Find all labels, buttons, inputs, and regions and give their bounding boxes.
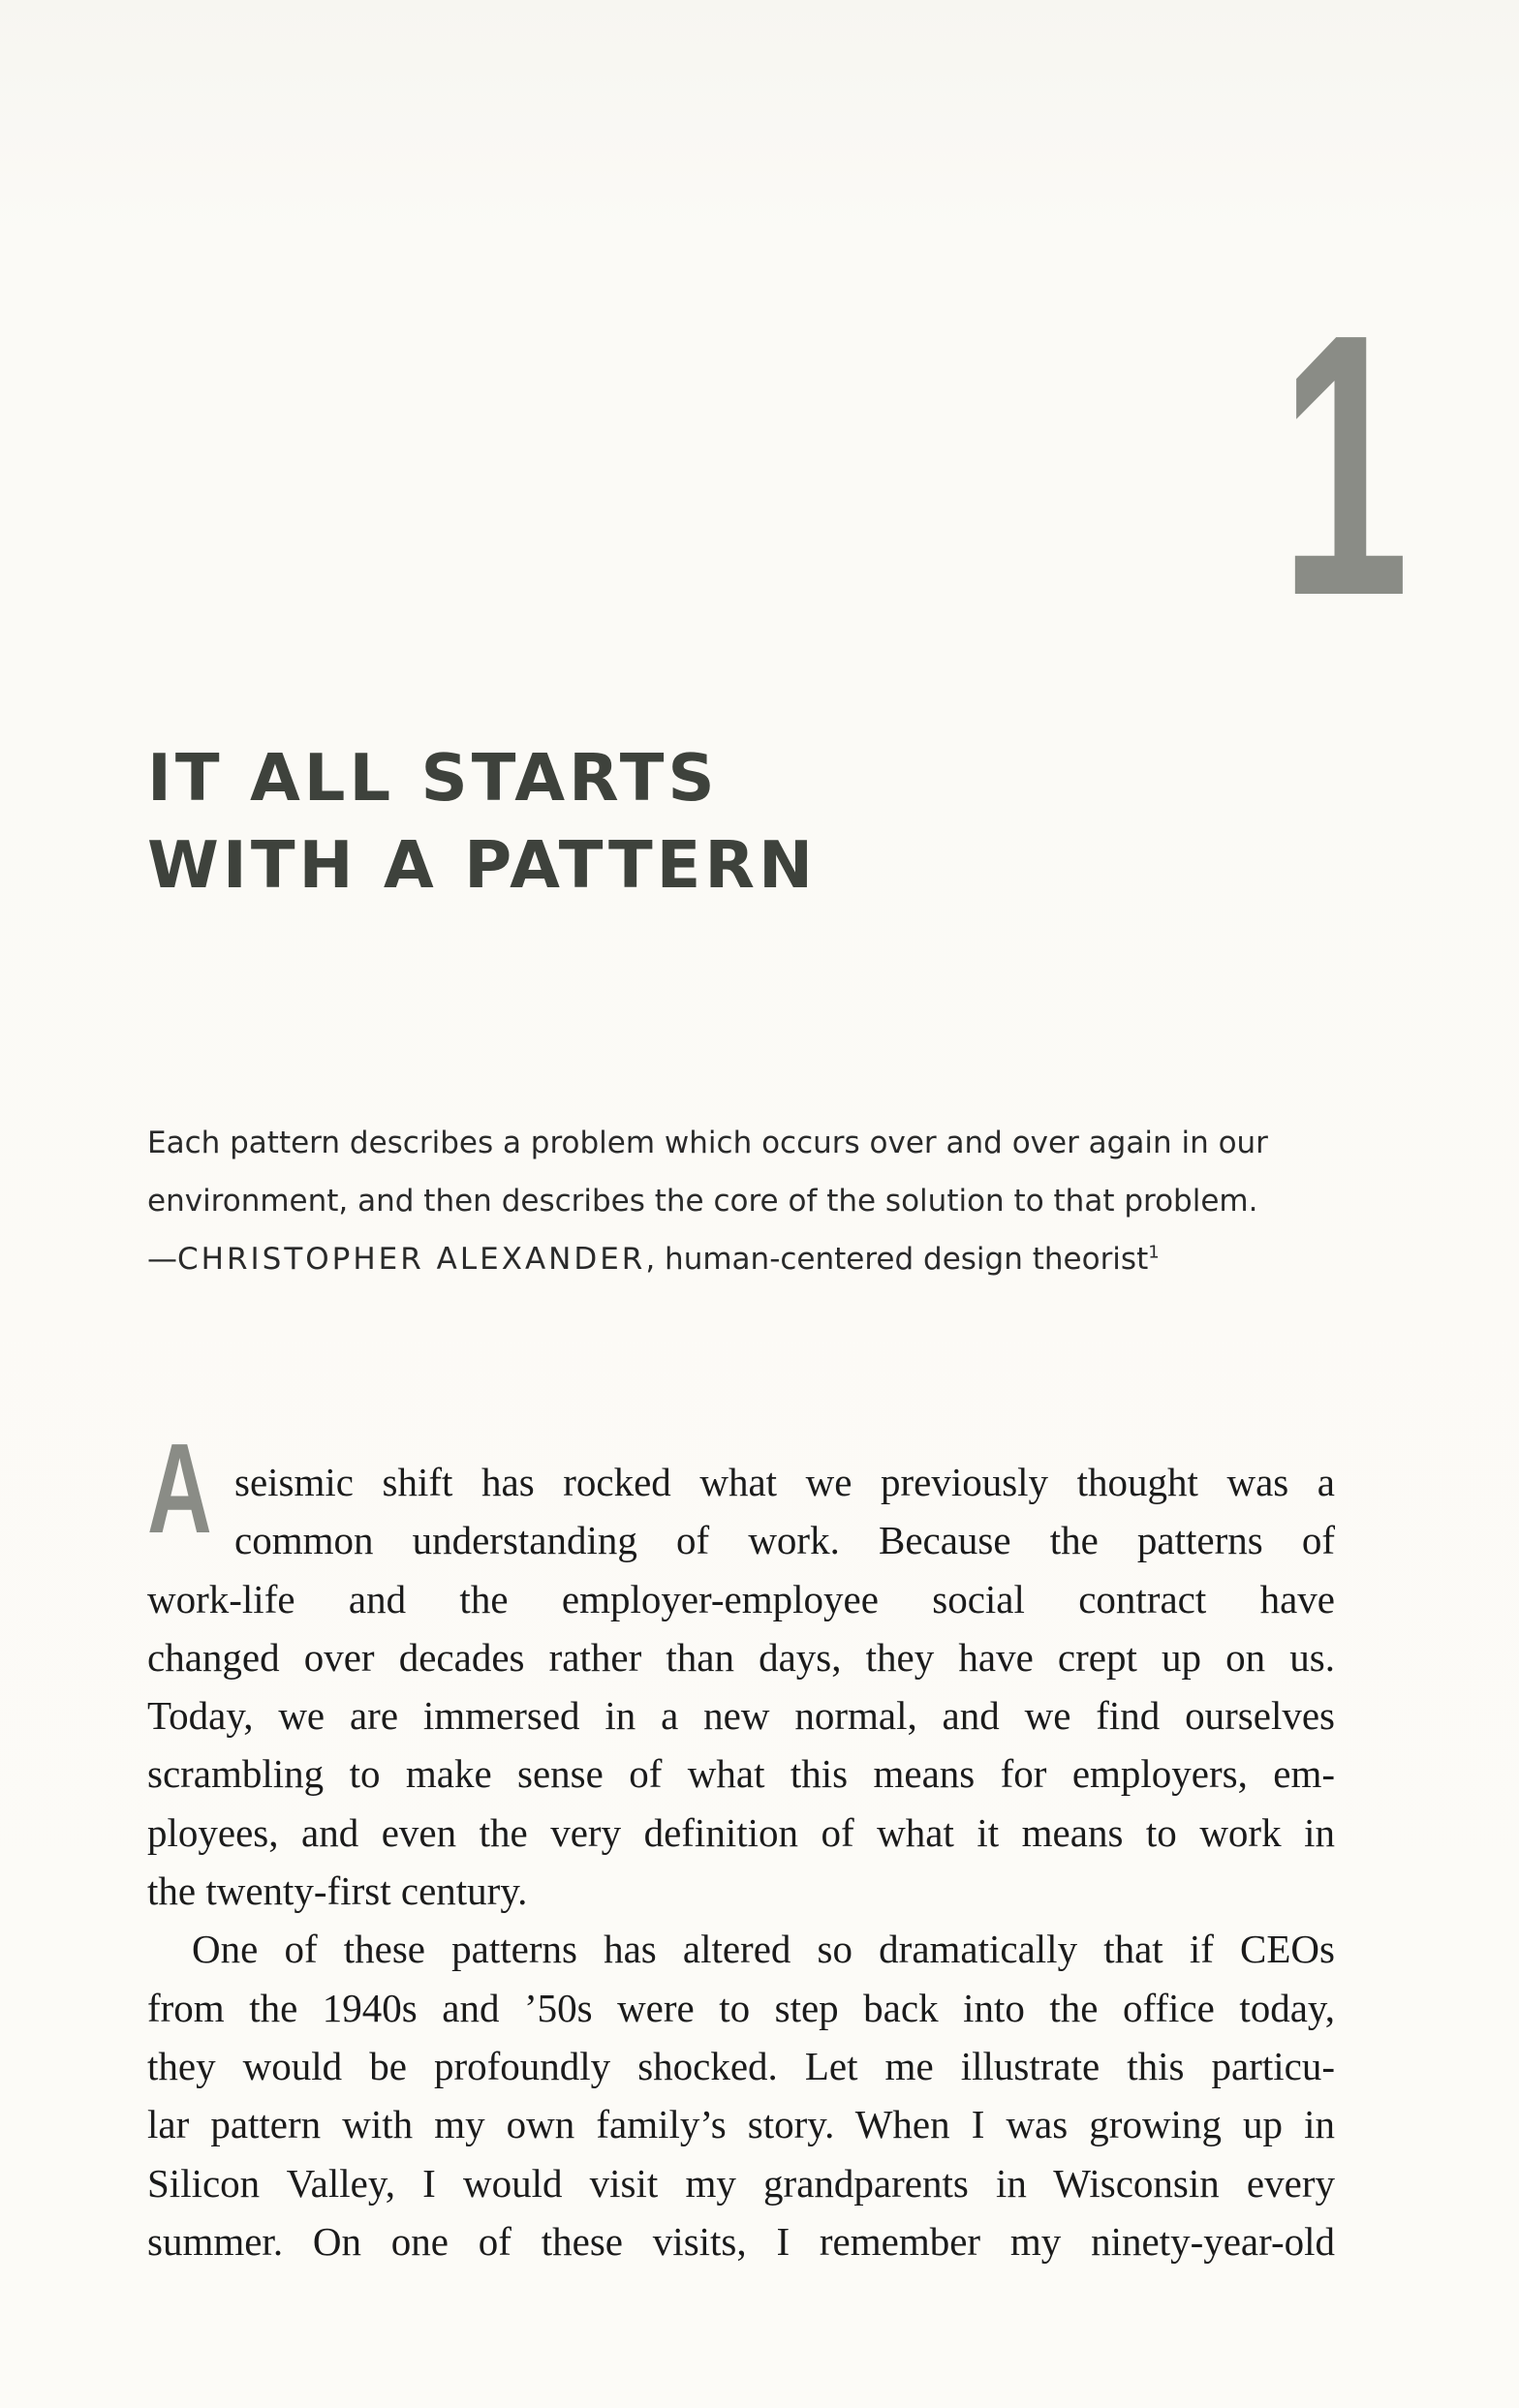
chapter-title-line-1: IT ALL STARTS [147, 740, 719, 816]
paragraph-line: summer. On one of these visits, I remember my ninety-year-old [147, 2218, 1335, 2264]
body-text [147, 1453, 1335, 2270]
paragraph-line: lar pattern with my own family’s story. When I was growing up in [147, 2102, 1335, 2147]
paragraph-1 [147, 1453, 1335, 1920]
footnote-marker: 1 [1148, 1242, 1160, 1263]
paragraph-line: One of these patterns has altered so dramatically that if CEOs [192, 1927, 1335, 1972]
paragraph-line: the twenty-first century. [147, 1868, 528, 1914]
epigraph-attribution [147, 1230, 1329, 1288]
attribution-desc-text: , human-centered design theorist [645, 1242, 1149, 1277]
paragraph-line: scrambling to make sense of what this means for employers, em- [147, 1751, 1335, 1797]
paragraph-line: seismic shift has rocked what we previously thought was a [234, 1460, 1335, 1504]
paragraph-line: Silicon Valley, I would visit my grandparents in Wisconsin every [147, 2160, 1335, 2206]
paragraph-line: Today, we are immersed in a new normal, and we find ourselves [147, 1693, 1335, 1739]
paragraph-line: work-life and the employer-employee social contract have [147, 1576, 1335, 1621]
chapter-title [147, 734, 1213, 909]
paragraph-line: changed over decades rather than days, they have crept up on us. [147, 1634, 1335, 1680]
drop-cap: A [147, 1417, 212, 1559]
paragraph-line: ployees, and even the very definition of what it means to work in [147, 1809, 1335, 1855]
attribution-name: CHRISTOPHER ALEXANDER [177, 1242, 646, 1277]
chapter-number: 1 [1280, 256, 1410, 673]
attribution-dash: — [147, 1242, 177, 1277]
epigraph-line-2: environment, and then describes the core of the solution to that problem. [147, 1184, 1258, 1219]
attribution-description [645, 1242, 1159, 1277]
paragraph-line: they would be profoundly shocked. Let me illustrate this particu- [147, 2043, 1335, 2088]
epigraph [147, 1114, 1329, 1288]
chapter-title-line-2: WITH A PATTERN [147, 827, 818, 903]
paragraph-line: common understanding of work. Because the patterns of [234, 1518, 1335, 1563]
paragraph-line: from the 1940s and ’50s were to step back into the office today, [147, 1985, 1335, 2030]
paragraph-2 [147, 1920, 1335, 2270]
epigraph-line-1: Each pattern describes a problem which occurs over and over again in our [147, 1126, 1268, 1160]
